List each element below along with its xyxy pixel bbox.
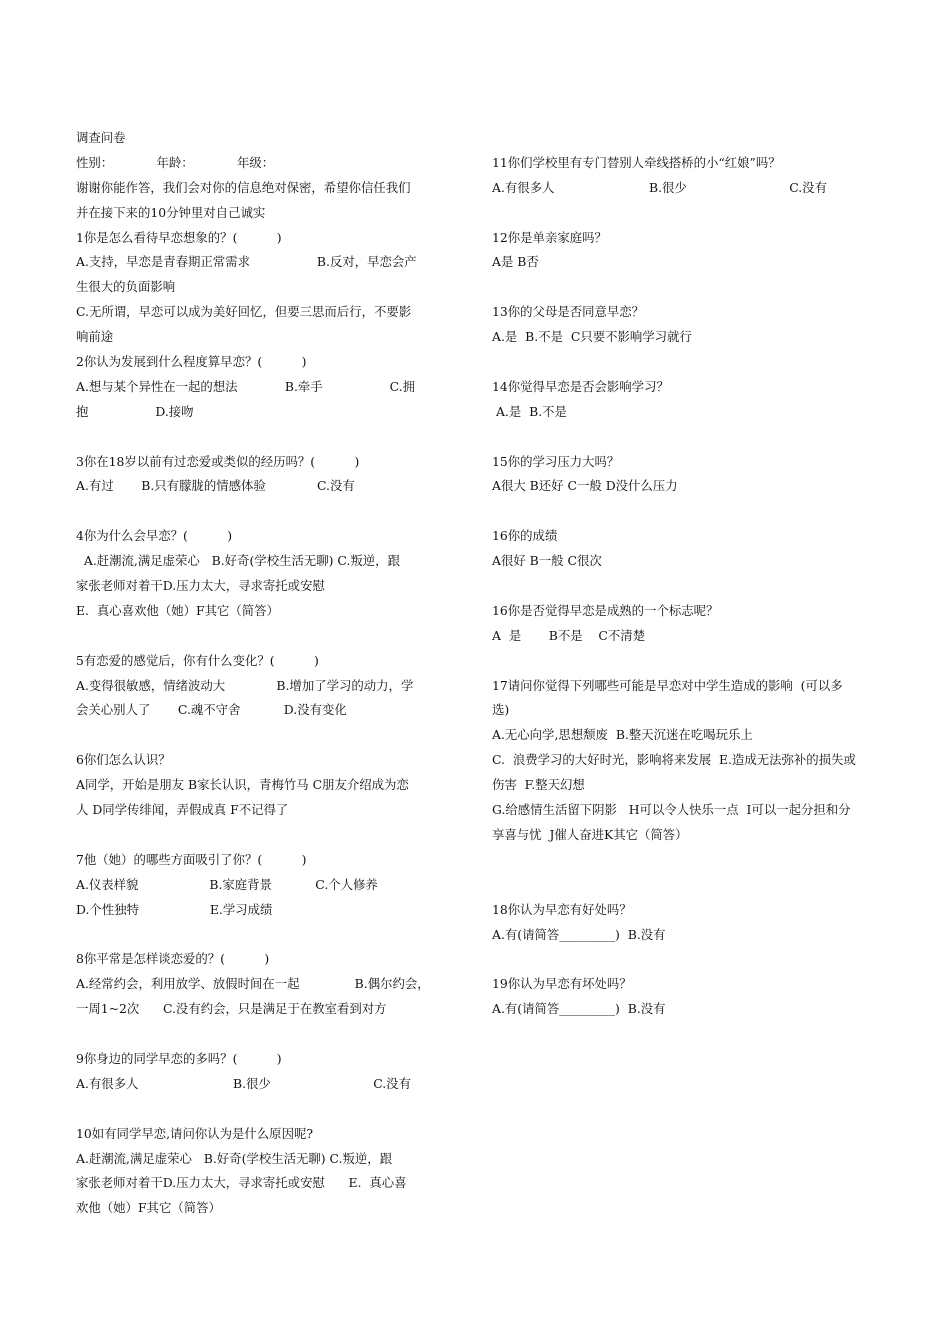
right-line: 11你们学校里有专门替别人牵线搭桥的小“红娘”吗？ xyxy=(492,154,781,170)
right-line: 享喜与忧 J催人奋进K其它（简答） xyxy=(492,826,688,842)
left-line: 4你为什么会早恋？( ) xyxy=(76,528,233,544)
left-line: 家张老师对着干D.压力太大，寻求寄托或安慰 E. 真心喜 xyxy=(76,1175,407,1191)
left-line: A.有很多人 B.很少 C.没有 xyxy=(76,1075,411,1091)
right-line: 18你认为早恋有好处吗？ xyxy=(492,901,632,917)
left-spacer xyxy=(76,499,462,524)
left-spacer xyxy=(76,1022,462,1047)
left-line: A.变得很敏感，情绪波动大 B.增加了学习的动力，学 xyxy=(76,677,414,693)
left-line: 一周1~2次 C.没有约会，只是满足于在教室看到对方 xyxy=(76,1001,387,1017)
left-line: A.想与某个异性在一起的想法 B.牵手 C.拥 xyxy=(76,378,415,394)
right-line: A.无心向学,思想颓废 B.整天沉迷在吃喝玩乐上 xyxy=(492,727,753,743)
left-line: A.赶潮流,满足虚荣心 B.好奇(学校生活无聊) C.叛逆，跟 xyxy=(76,1150,393,1166)
right-line: A.有很多人 B.很少 C.没有 xyxy=(492,179,827,195)
left-line: A.赶潮流,满足虚荣心 B.好奇(学校生活无聊) C.叛逆，跟 xyxy=(76,553,400,569)
left-line: 欢他（她）F其它（简答） xyxy=(76,1200,221,1216)
left-line: 8你平常是怎样谈恋爱的？( ) xyxy=(76,951,270,967)
left-line: A.经常约会，利用放学、放假时间在一起 B.偶尔约会， xyxy=(76,976,430,992)
right-spacer xyxy=(492,574,924,599)
left-line: 家张老师对着干D.压力太大，寻求寄托或安慰 xyxy=(76,578,325,594)
right-line: A 是 B不是 C不清楚 xyxy=(492,627,646,643)
right-line: 13你的父母是否同意早恋？ xyxy=(492,304,645,320)
right-spacer xyxy=(492,275,924,300)
right-line: 伤害 F.整天幻想 xyxy=(492,777,585,793)
left-line: A同学，开始是朋友 B家长认识，青梅竹马 C朋友介绍成为恋 xyxy=(76,777,409,793)
left-line: E. 真心喜欢他（她）F其它（简答） xyxy=(76,602,279,618)
left-spacer xyxy=(76,923,462,948)
left-line: 生很大的负面影响 xyxy=(76,279,176,295)
right-column xyxy=(492,126,924,1022)
left-line: 1你是怎么看待早恋想象的？( ) xyxy=(76,229,282,245)
right-line: 17请问你觉得下列哪些可能是早恋对中学生造成的影响 (可以多 xyxy=(492,677,843,693)
right-spacer xyxy=(492,350,924,375)
left-spacer xyxy=(76,425,462,450)
left-line: 抱 D.接吻 xyxy=(76,403,194,419)
right-spacer xyxy=(492,947,924,972)
left-line: A.有过 B.只有朦胧的情感体验 C.没有 xyxy=(76,478,355,494)
right-line: C. 浪费学习的大好时光，影响将来发展 E.造成无法弥补的损失或 xyxy=(492,752,856,768)
right-line: A.有(请简答_________) B.没有 xyxy=(492,926,666,942)
right-spacer xyxy=(492,126,924,151)
right-line: G.给感情生活留下阴影 H可以令人快乐一点 I可以一起分担和分 xyxy=(492,802,851,818)
left-line: 2你认为发展到什么程度算早恋？( ) xyxy=(76,354,307,370)
right-line: 选) xyxy=(492,702,510,718)
left-spacer xyxy=(76,624,462,649)
left-line: 3你在18岁以前有过恋爱或类似的经历吗？( ) xyxy=(76,453,360,469)
right-line: A是 B否 xyxy=(492,254,539,270)
right-spacer xyxy=(492,425,924,450)
left-line: 7他（她）的哪些方面吸引了你？( ) xyxy=(76,851,307,867)
left-line: C.无所谓，早恋可以成为美好回忆，但要三思而后行，不要影 xyxy=(76,304,412,320)
left-line: D.个性独特 E.学习成绩 xyxy=(76,901,273,917)
right-spacer xyxy=(492,848,924,873)
left-line: 性别： 年龄： 年级： xyxy=(76,154,275,170)
right-spacer xyxy=(492,649,924,674)
left-spacer xyxy=(76,723,462,748)
right-line: 16你的成绩 xyxy=(492,528,558,544)
left-line: 10如有同学早恋,请问你认为是什么原因呢? xyxy=(76,1125,313,1141)
left-line: 响前途 xyxy=(76,329,114,345)
right-line: A.是 B.不是 xyxy=(492,403,567,419)
right-line: 14你觉得早恋是否会影响学习？ xyxy=(492,378,669,394)
right-line: A很大 B还好 C一般 D没什么压力 xyxy=(492,478,678,494)
right-line: A很好 B一般 C很次 xyxy=(492,553,602,569)
left-spacer xyxy=(76,823,462,848)
right-line: 19你认为早恋有坏处吗？ xyxy=(492,976,632,992)
right-line: 16你是否觉得早恋是成熟的一个标志呢？ xyxy=(492,602,719,618)
left-line: 9你身边的同学早恋的多吗？( ) xyxy=(76,1050,282,1066)
right-spacer xyxy=(492,201,924,226)
right-line: A.有(请简答_________) B.没有 xyxy=(492,1001,666,1017)
left-line: A.支持，早恋是青春期正常需求 B.反对，早恋会产 xyxy=(76,254,417,270)
right-line: 15你的学习压力大吗？ xyxy=(492,453,620,469)
left-line: 并在接下来的10分钟里对自己诚实 xyxy=(76,204,266,220)
left-line: 5有恋爱的感觉后，你有什么变化？( ) xyxy=(76,652,319,668)
left-line: 会关心别人了 C.魂不守舍 D.没有变化 xyxy=(76,702,347,718)
left-line: 谢谢你能作答，我们会对你的信息绝对保密，希望你信任我们 xyxy=(76,179,411,195)
left-spacer xyxy=(76,1097,462,1122)
right-spacer xyxy=(492,873,924,898)
right-line: 12你是单亲家庭吗？ xyxy=(492,229,607,245)
right-spacer xyxy=(492,499,924,524)
left-column xyxy=(76,126,462,1221)
right-line: A.是 B.不是 C只要不影响学习就行 xyxy=(492,329,692,345)
left-line: A.仪表样貌 B.家庭背景 C.个人修养 xyxy=(76,876,378,892)
left-line: 调查问卷 xyxy=(76,130,126,145)
left-line: 人 D同学传绯闻，弄假成真 F不记得了 xyxy=(76,802,289,818)
left-line: 6你们怎么认识？ xyxy=(76,752,171,768)
